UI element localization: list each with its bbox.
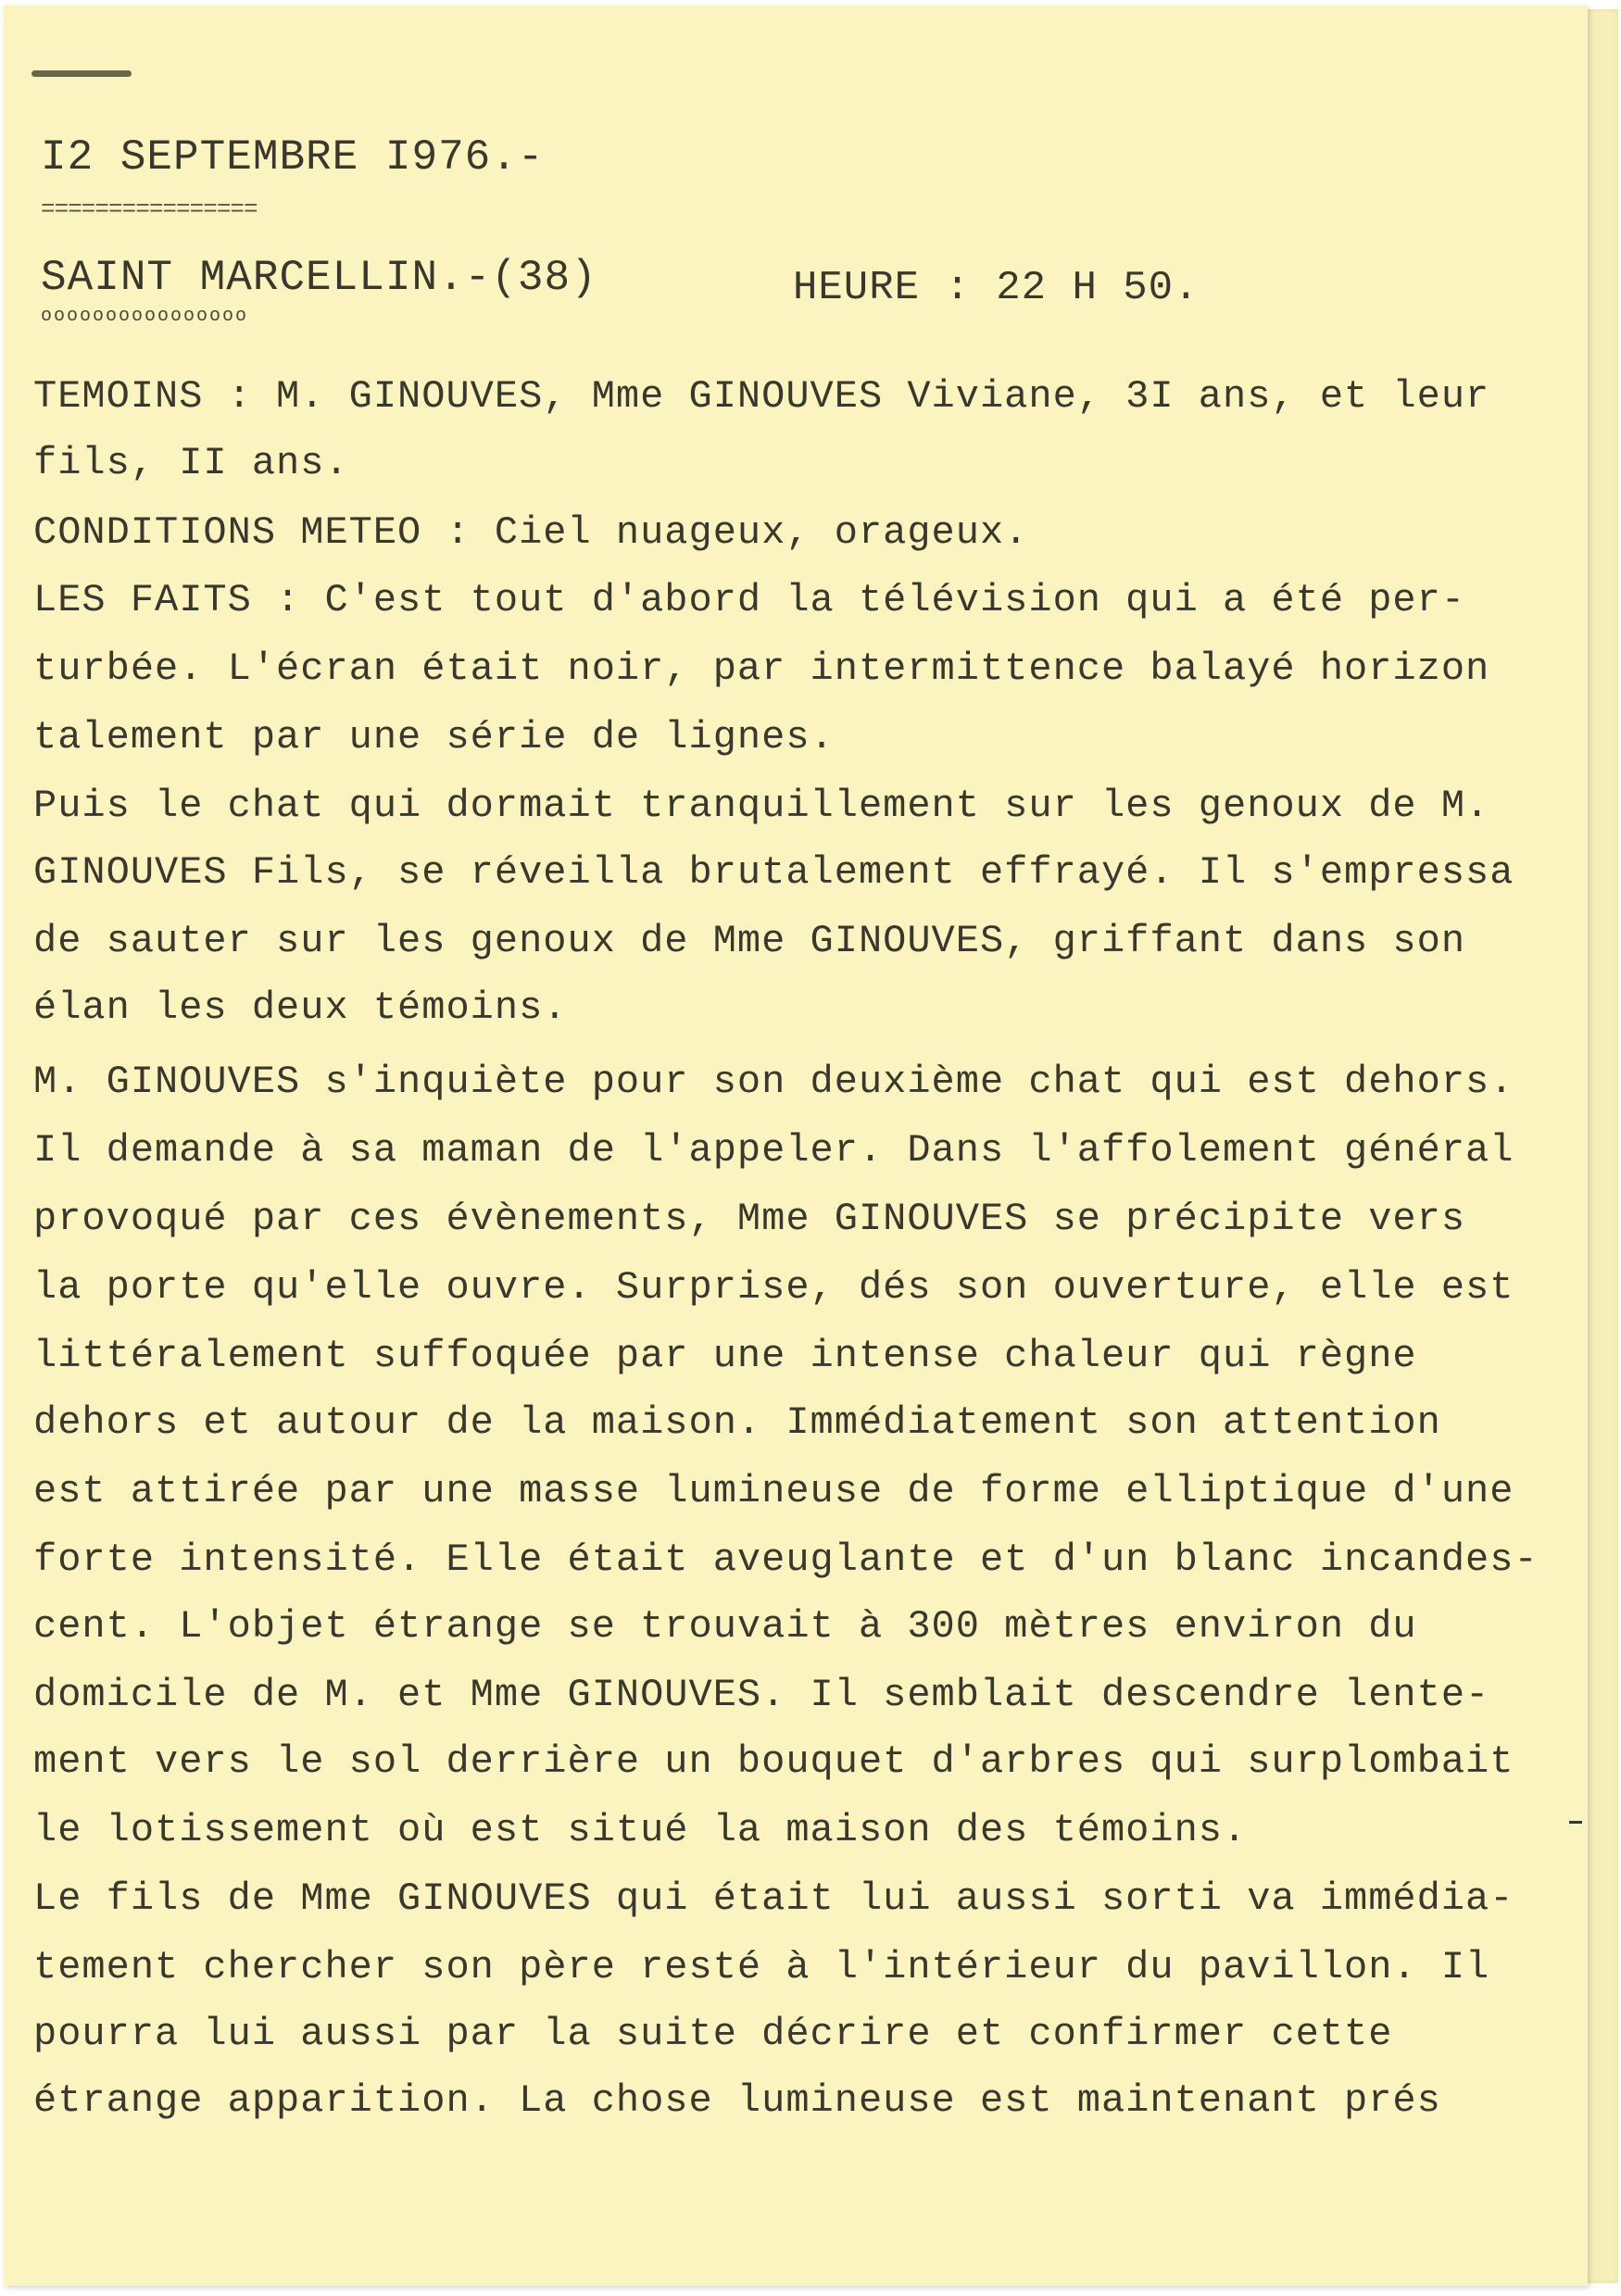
report-place: SAINT MARCELLIN.-(38) xyxy=(41,254,597,302)
body-line: TEMOINS : M. GINOUVES, Mme GINOUVES Viviane, 3I ans, et leur xyxy=(33,374,1490,419)
body-line: talement par une série de lignes. xyxy=(33,715,835,759)
body-line: LES FAITS : C'est tout d'abord la télévision qui a été per- xyxy=(33,578,1466,622)
typewritten-page xyxy=(4,6,1588,2286)
body-line: est attirée par une masse lumineuse de forme elliptique d'une xyxy=(33,1469,1514,1513)
body-line: Le fils de Mme GINOUVES qui était lui aussi sorti va immédia- xyxy=(33,1876,1514,1921)
report-time: HEURE : 22 H 50. xyxy=(793,265,1200,311)
body-line: élan les deux témoins. xyxy=(33,985,568,1030)
body-line: dehors et autour de la maison. Immédiatement son attention xyxy=(33,1400,1441,1445)
body-line: provoqué par ces évènements, Mme GINOUVES se précipite vers xyxy=(33,1197,1466,1241)
body-line: de sauter sur les genoux de Mme GINOUVES, griffant dans son xyxy=(33,919,1466,963)
body-line: turbée. L'écran était noir, par intermittence balayé horizon xyxy=(33,646,1490,691)
body-line: littéralement suffoquée par une intense chaleur qui règne xyxy=(33,1334,1417,1378)
body-line: ment vers le sol derrière un bouquet d'arbres qui surplombait xyxy=(33,1739,1514,1784)
date-underline: ================ xyxy=(41,195,258,223)
body-line: cent. L'objet étrange se trouvait à 300 mètres environ du xyxy=(33,1604,1417,1649)
body-line: forte intensité. Elle était aveuglante et d'un blanc incandes- xyxy=(33,1537,1539,1582)
body-line: domicile de M. et Mme GINOUVES. Il semblait descendre lente- xyxy=(33,1673,1490,1717)
body-line: étrange apparition. La chose lumineuse est maintenant prés xyxy=(33,2078,1441,2123)
body-line: tement chercher son père resté à l'intérieur du pavillon. Il xyxy=(33,1945,1490,1989)
staple-mark xyxy=(31,70,132,77)
body-line: fils, II ans. xyxy=(33,441,349,485)
body-line: M. GINOUVES s'inquiète pour son deuxième chat qui est dehors. xyxy=(33,1060,1514,1104)
body-line: CONDITIONS METEO : Ciel nuageux, orageux. xyxy=(33,510,1029,555)
body-line: Il demande à sa maman de l'appeler. Dans l'affolement général xyxy=(33,1128,1514,1173)
place-underline: oooooooooooooooo xyxy=(41,306,249,327)
body-line: GINOUVES Fils, se réveilla brutalement effrayé. Il s'empressa xyxy=(33,850,1514,895)
body-line: le lotissement où est situé la maison des témoins. xyxy=(33,1808,1248,1852)
report-date: I2 SEPTEMBRE I976.- xyxy=(41,133,545,182)
body-line: Puis le chat qui dormait tranquillement sur les genoux de M. xyxy=(33,784,1490,828)
body-line: la porte qu'elle ouvre. Surprise, dés son ouverture, elle est xyxy=(33,1265,1514,1310)
margin-tick xyxy=(1569,1821,1582,1824)
body-line: pourra lui aussi par la suite décrire et confirmer cette xyxy=(33,2012,1393,2056)
